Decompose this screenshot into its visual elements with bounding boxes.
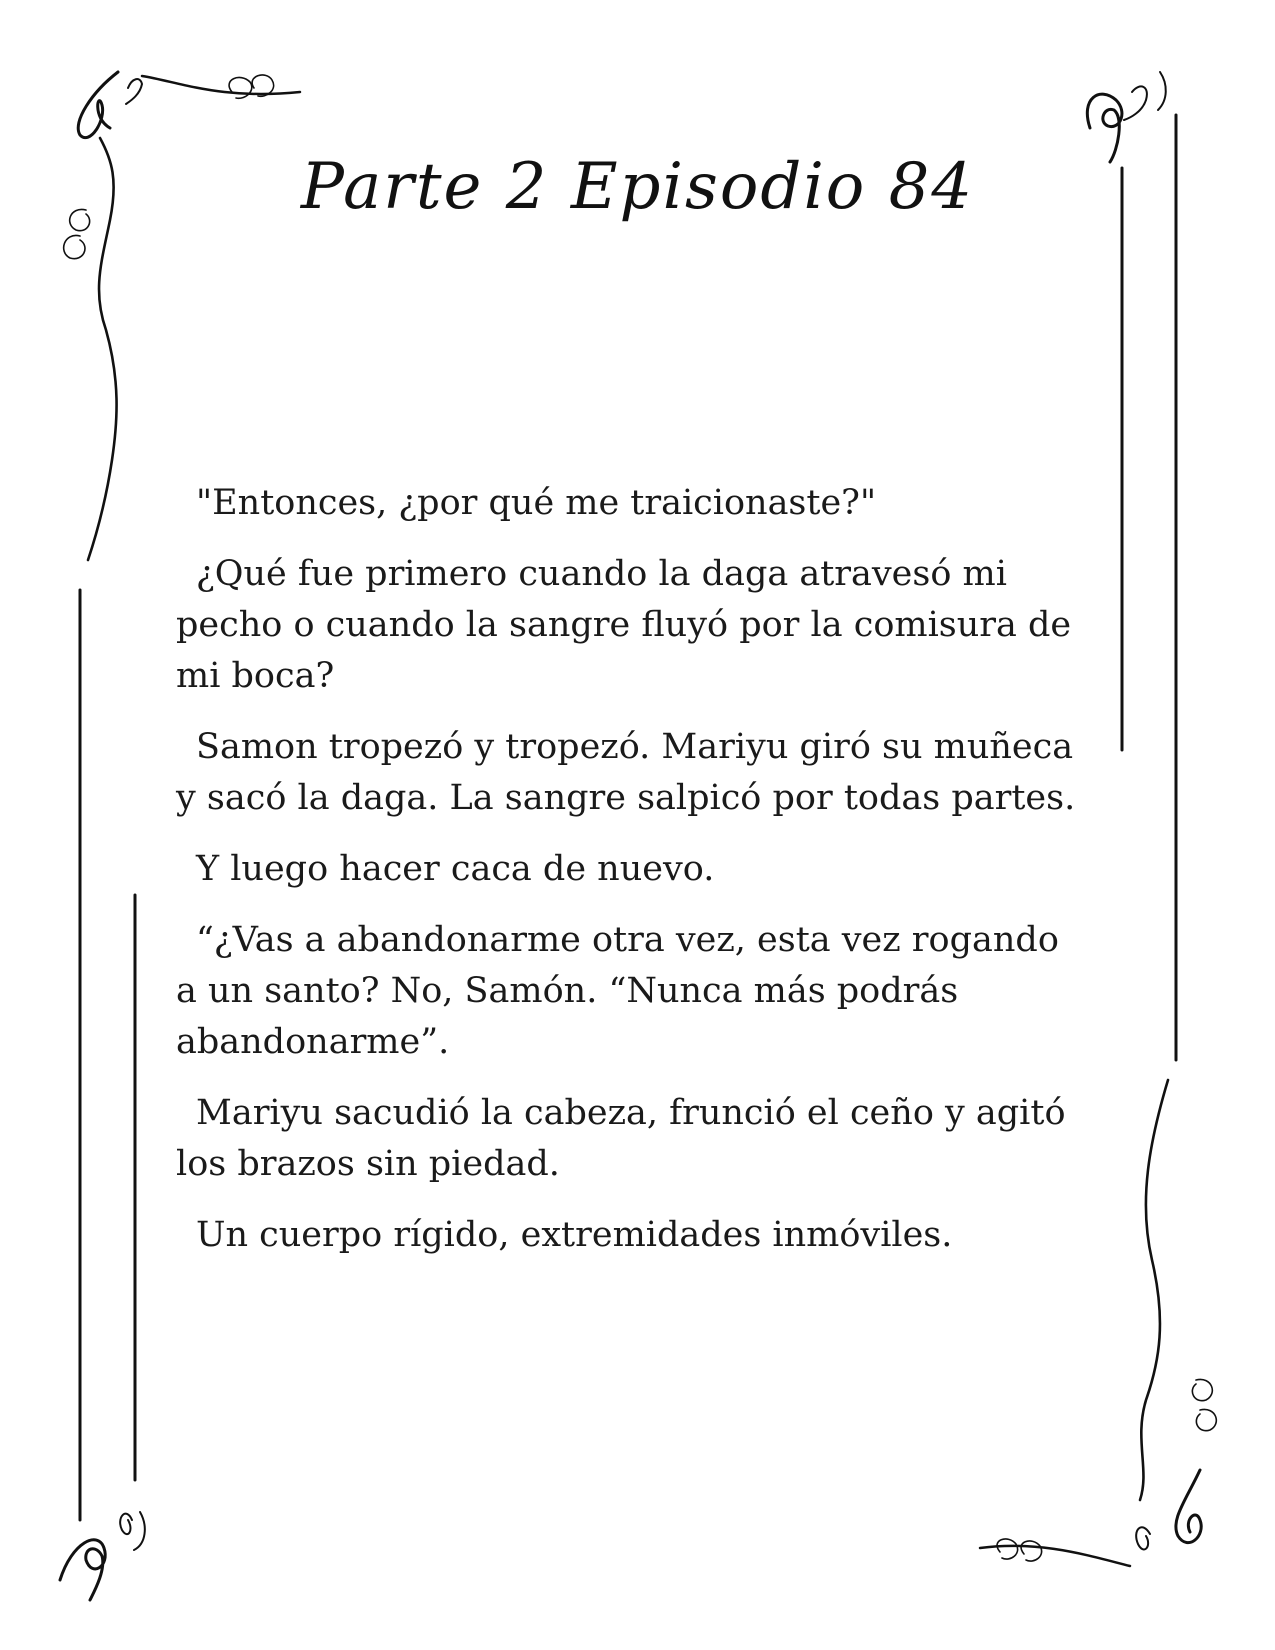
bottom-left-flourish xyxy=(60,1512,145,1600)
page-title: Parte 2 Episodio 84 xyxy=(300,150,975,224)
paragraph: Y luego hacer caca de nuevo. xyxy=(196,849,715,889)
paragraph: Un cuerpo rígido, extremidades inmóviles. xyxy=(196,1215,953,1255)
paragraph: ¿Qué fue primero cuando la daga atravesó mi pecho o cuando la sangre fluyó por la comisura de mi boca? xyxy=(176,554,1072,696)
paragraph: “¿Vas a abandonarme otra vez, esta vez rogando a un santo? No, Samón. “Nunca más podrás abandonarme”. xyxy=(176,920,1059,1062)
paragraph: "Entonces, ¿por qué me traicionaste?" xyxy=(196,483,877,523)
story-text xyxy=(176,478,1076,1281)
paragraph: Mariyu sacudió la cabeza, frunció el ceño y agitó los brazos sin piedad. xyxy=(176,1093,1066,1184)
paragraph: Samon tropezó y tropezó. Mariyu giró su muñeca y sacó la daga. La sangre salpicó por todas partes. xyxy=(176,727,1076,818)
top-right-flourish xyxy=(1087,72,1165,162)
